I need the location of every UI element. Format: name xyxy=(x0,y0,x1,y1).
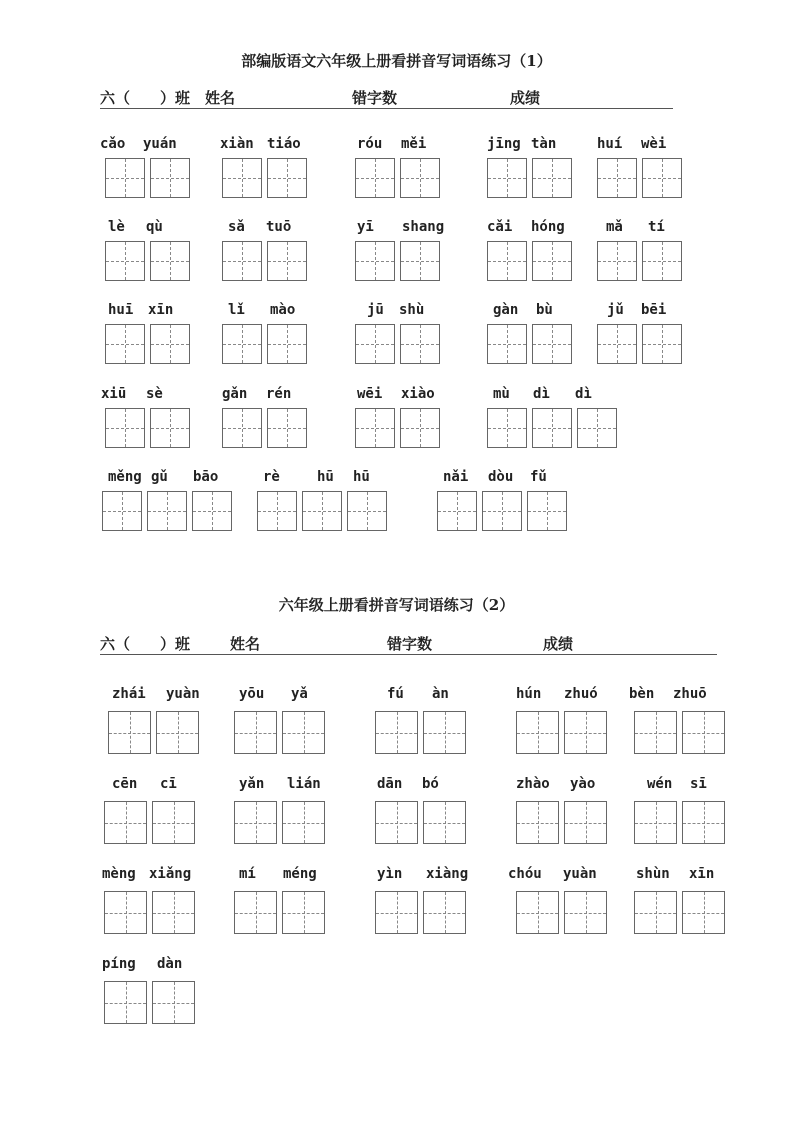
character-writing-box[interactable] xyxy=(302,491,342,531)
character-writing-box[interactable] xyxy=(516,891,559,934)
pinyin-label: zhái xyxy=(112,686,146,702)
pinyin-label: wèi xyxy=(641,136,667,152)
pinyin-label: tàn xyxy=(531,136,557,152)
pinyin-label: tuō xyxy=(266,219,292,235)
character-writing-box[interactable] xyxy=(147,491,187,531)
pinyin-label: dì xyxy=(575,386,592,402)
pinyin-label: yuàn xyxy=(166,686,200,702)
pinyin-label: hóng xyxy=(531,219,565,235)
pinyin-label: dān xyxy=(377,776,403,792)
character-writing-box[interactable] xyxy=(105,241,145,281)
pinyin-label: hún xyxy=(516,686,542,702)
character-writing-box[interactable] xyxy=(192,491,232,531)
character-writing-box[interactable] xyxy=(487,241,527,281)
character-writing-box[interactable] xyxy=(150,324,190,364)
character-writing-box[interactable] xyxy=(682,801,725,844)
pinyin-label: lián xyxy=(287,776,321,792)
pinyin-label: dòu xyxy=(488,469,514,485)
pinyin-label: zhuó xyxy=(564,686,598,702)
character-writing-box[interactable] xyxy=(642,241,682,281)
character-writing-box[interactable] xyxy=(355,324,395,364)
character-writing-box[interactable] xyxy=(642,324,682,364)
character-writing-box[interactable] xyxy=(423,801,466,844)
pinyin-label: zhào xyxy=(516,776,550,792)
pinyin-label: cī xyxy=(160,776,177,792)
pinyin-label: mǎ xyxy=(606,219,623,235)
pinyin-label: cǎi xyxy=(487,219,513,235)
character-writing-box[interactable] xyxy=(156,711,199,754)
character-writing-box[interactable] xyxy=(105,158,145,198)
character-writing-box[interactable] xyxy=(282,711,325,754)
pinyin-label: yōu xyxy=(239,686,265,702)
section-title: 六年级上册看拼音写词语练习（2） xyxy=(278,596,515,614)
character-writing-box[interactable] xyxy=(532,324,572,364)
pinyin-label: dì xyxy=(533,386,550,402)
pinyin-label: měi xyxy=(401,136,427,152)
character-writing-box[interactable] xyxy=(105,408,145,448)
character-writing-box[interactable] xyxy=(532,241,572,281)
character-writing-box[interactable] xyxy=(375,711,418,754)
pinyin-label: rè xyxy=(263,469,280,485)
character-writing-box[interactable] xyxy=(487,408,527,448)
pinyin-label: yuán xyxy=(143,136,177,152)
character-writing-box[interactable] xyxy=(682,891,725,934)
pinyin-label: wēi xyxy=(357,386,383,402)
pinyin-label: mù xyxy=(493,386,510,402)
character-writing-box[interactable] xyxy=(102,491,142,531)
character-writing-box[interactable] xyxy=(267,241,307,281)
pinyin-label: xiǎng xyxy=(149,866,192,882)
student-info-row xyxy=(100,634,717,655)
pinyin-label: wén xyxy=(647,776,673,792)
pinyin-label: měng xyxy=(108,469,142,485)
character-writing-box[interactable] xyxy=(634,801,677,844)
character-writing-box[interactable] xyxy=(347,491,387,531)
pinyin-label: xiàn xyxy=(220,136,254,152)
class-label: 六（ ）班 xyxy=(100,635,191,653)
character-writing-box[interactable] xyxy=(355,241,395,281)
character-writing-box[interactable] xyxy=(634,711,677,754)
pinyin-label: shù xyxy=(399,302,425,318)
character-writing-box[interactable] xyxy=(487,324,527,364)
pinyin-label: jū xyxy=(367,302,384,318)
pinyin-label: tí xyxy=(648,219,665,235)
pinyin-label: xiào xyxy=(401,386,435,402)
pinyin-label: fǔ xyxy=(530,469,547,485)
character-writing-box[interactable] xyxy=(222,158,262,198)
pinyin-label: shùn xyxy=(636,866,670,882)
pinyin-label: xiū xyxy=(101,386,127,402)
character-writing-box[interactable] xyxy=(400,241,440,281)
class-label: 六（ ）班 xyxy=(100,89,191,107)
character-writing-box[interactable] xyxy=(482,491,522,531)
pinyin-label: qù xyxy=(146,219,163,235)
pinyin-label: hū xyxy=(353,469,370,485)
pinyin-label: yī xyxy=(357,219,374,235)
character-writing-box[interactable] xyxy=(108,711,151,754)
pinyin-label: zhuō xyxy=(673,686,707,702)
score-label: 成绩 xyxy=(510,89,541,107)
pinyin-label: píng xyxy=(102,956,136,972)
pinyin-label: bó xyxy=(422,776,439,792)
character-writing-box[interactable] xyxy=(234,891,277,934)
pinyin-label: lè xyxy=(108,219,125,235)
character-writing-box[interactable] xyxy=(257,491,297,531)
character-writing-box[interactable] xyxy=(400,324,440,364)
score-label: 成绩 xyxy=(543,635,574,653)
name-label: 姓名 xyxy=(205,89,236,107)
pinyin-label: tiáo xyxy=(267,136,301,152)
character-writing-box[interactable] xyxy=(487,158,527,198)
character-writing-box[interactable] xyxy=(532,408,572,448)
pinyin-label: yǎ xyxy=(291,686,308,702)
pinyin-label: méng xyxy=(283,866,317,882)
pinyin-label: lǐ xyxy=(228,302,245,318)
section-title: 部编版语文六年级上册看拼音写词语练习（1） xyxy=(241,52,552,70)
pinyin-label: bēi xyxy=(641,302,667,318)
character-writing-box[interactable] xyxy=(400,158,440,198)
character-writing-box[interactable] xyxy=(437,491,477,531)
character-writing-box[interactable] xyxy=(564,801,607,844)
pinyin-label: sī xyxy=(690,776,707,792)
pinyin-label: shang xyxy=(402,219,445,235)
pinyin-label: sè xyxy=(146,386,163,402)
character-writing-box[interactable] xyxy=(150,408,190,448)
student-info-row xyxy=(100,88,673,109)
character-writing-box[interactable] xyxy=(532,158,572,198)
pinyin-label: cēn xyxy=(112,776,138,792)
character-writing-box[interactable] xyxy=(222,408,262,448)
character-writing-box[interactable] xyxy=(267,408,307,448)
pinyin-label: jīng xyxy=(487,136,521,152)
character-writing-box[interactable] xyxy=(527,491,567,531)
pinyin-label: bāo xyxy=(193,469,219,485)
pinyin-label: àn xyxy=(432,686,449,702)
character-writing-box[interactable] xyxy=(634,891,677,934)
character-writing-box[interactable] xyxy=(564,711,607,754)
character-writing-box[interactable] xyxy=(152,891,195,934)
character-writing-box[interactable] xyxy=(597,158,637,198)
pinyin-label: mí xyxy=(239,866,256,882)
character-writing-box[interactable] xyxy=(222,241,262,281)
character-writing-box[interactable] xyxy=(152,801,195,844)
pinyin-label: gǎn xyxy=(222,386,248,402)
character-writing-box[interactable] xyxy=(597,241,637,281)
pinyin-label: sǎ xyxy=(228,219,245,235)
pinyin-label: huí xyxy=(597,136,623,152)
character-writing-box[interactable] xyxy=(516,711,559,754)
character-writing-box[interactable] xyxy=(104,801,147,844)
character-writing-box[interactable] xyxy=(597,324,637,364)
pinyin-label: bèn xyxy=(629,686,655,702)
errors-label: 错字数 xyxy=(387,635,433,653)
pinyin-label: xiàng xyxy=(426,866,469,882)
name-label: 姓名 xyxy=(230,635,261,653)
pinyin-label: jǔ xyxy=(607,302,624,318)
pinyin-label: huī xyxy=(108,302,134,318)
character-writing-box[interactable] xyxy=(150,158,190,198)
pinyin-label: nǎi xyxy=(443,469,469,485)
character-writing-box[interactable] xyxy=(267,324,307,364)
pinyin-label: róu xyxy=(357,136,383,152)
pinyin-label: dàn xyxy=(157,956,183,972)
character-writing-box[interactable] xyxy=(375,801,418,844)
character-writing-box[interactable] xyxy=(267,158,307,198)
character-writing-box[interactable] xyxy=(564,891,607,934)
pinyin-label: mào xyxy=(270,302,296,318)
character-writing-box[interactable] xyxy=(682,711,725,754)
pinyin-label: fú xyxy=(387,686,404,702)
character-writing-box[interactable] xyxy=(234,801,277,844)
character-writing-box[interactable] xyxy=(104,891,147,934)
character-writing-box[interactable] xyxy=(222,324,262,364)
pinyin-label: mèng xyxy=(102,866,136,882)
character-writing-box[interactable] xyxy=(105,324,145,364)
character-writing-box[interactable] xyxy=(234,711,277,754)
character-writing-box[interactable] xyxy=(355,158,395,198)
character-writing-box[interactable] xyxy=(375,891,418,934)
character-writing-box[interactable] xyxy=(152,981,195,1024)
pinyin-label: cǎo xyxy=(100,136,126,152)
pinyin-label: yǎn xyxy=(239,776,265,792)
pinyin-label: xīn xyxy=(689,866,715,882)
character-writing-box[interactable] xyxy=(516,801,559,844)
pinyin-label: yìn xyxy=(377,866,403,882)
character-writing-box[interactable] xyxy=(104,981,147,1024)
pinyin-label: yuàn xyxy=(563,866,597,882)
character-writing-box[interactable] xyxy=(400,408,440,448)
character-writing-box[interactable] xyxy=(577,408,617,448)
pinyin-label: bù xyxy=(536,302,553,318)
character-writing-box[interactable] xyxy=(423,711,466,754)
character-writing-box[interactable] xyxy=(282,801,325,844)
pinyin-label: chóu xyxy=(508,866,542,882)
pinyin-label: xīn xyxy=(148,302,174,318)
pinyin-label: gàn xyxy=(493,302,519,318)
character-writing-box[interactable] xyxy=(150,241,190,281)
character-writing-box[interactable] xyxy=(423,891,466,934)
pinyin-label: rén xyxy=(266,386,292,402)
errors-label: 错字数 xyxy=(352,89,398,107)
character-writing-box[interactable] xyxy=(282,891,325,934)
pinyin-label: yào xyxy=(570,776,596,792)
pinyin-label: gǔ xyxy=(151,469,168,485)
character-writing-box[interactable] xyxy=(355,408,395,448)
character-writing-box[interactable] xyxy=(642,158,682,198)
pinyin-label: hū xyxy=(317,469,334,485)
